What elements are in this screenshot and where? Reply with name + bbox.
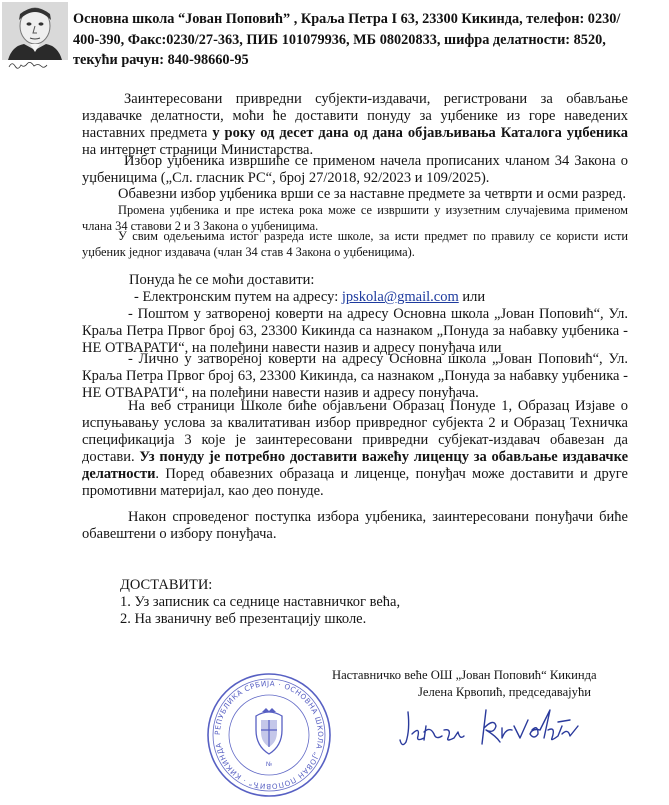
paragraph-same-publisher (82, 229, 628, 260)
school-founder-portrait (2, 2, 68, 60)
official-school-stamp (206, 672, 332, 798)
p1-text: Заинтересовани привредни субјекти-издавачи, регистровани за обављање издавачке делатности, моћи ће доставити понуду за уџбенике из горе наведених наставних предмета (82, 91, 628, 141)
letterhead-line-2: 400-390, Факс:0230/27-363, ПИБ 101079936, МБ 08020833, шифра делатности: 8520, (73, 31, 606, 48)
chairperson-signature (398, 704, 584, 756)
post-text: - Поштом у затвореној коверти на адресу Основна школа „Јован Поповић“, Ул. Краља Петра Првог број 63, 23300 Кикинда са назнаком „Понуда за набавку уџбеника - НЕ ОТВАРАТИ“, на полеђини навести назив и адресу понуђача или (82, 306, 628, 356)
paragraph-notification (82, 509, 628, 543)
personal-text: - Лично у затвореној коверти на адресу Основна школа „Јован Поповић“, Ул. Краља Петра Првог број 63, 23300 Кикинда, са назнаком „Понуда за набавку уџбеника - НЕ ОТВАРАТИ“, на полеђини навести назив и адресу понуђача. (82, 351, 628, 401)
p2-text: Избор уџбеника извршиће се применом начела прописаних чланом 34 Закона о уџбеницима („Сл. гласник РС“, број 27/2018, 92/2023 и 109/2025). (82, 153, 628, 186)
chairperson-name: Јелена Крвопић, председавајући (418, 685, 592, 699)
coat-of-arms-icon (256, 708, 282, 754)
electronic-suffix: или (458, 289, 486, 305)
paragraph-publishers (82, 91, 628, 159)
deliver-item-2: 2. На званичну веб презентацију школе. (120, 611, 367, 627)
deliver-title: ДОСТАВИТИ: (120, 577, 213, 593)
council-name: Наставничко веће ОШ „Јован Поповић“ Кикинда (332, 668, 597, 682)
delivery-personal (82, 351, 628, 402)
p7-text: Након спроведеног поступка избора уџбеника, заинтересовани понуђачи биће обавештени о избору понуђача. (82, 509, 628, 542)
p6-text: На веб страници Школе биће објављени Образац Понуде 1, Образац Изјаве о испуњавању услова за квалитативан избор привредног субјекта 2 и Образац Техничка спецификација 3 које је заинтересовани привредни субјекат-издавач обавезан да достави. (82, 398, 628, 465)
letterhead-line-1: Основна школа “Јован Поповић” , Краља Петра I 63, 23300 Кикинда, телефон: 0230/ (73, 11, 621, 27)
paragraph-mandatory (82, 186, 628, 203)
delivery-post (82, 306, 628, 357)
letterhead-line-3: текући рачун: 840-98660-95 (73, 52, 249, 68)
letterhead (73, 9, 665, 71)
paragraph-forms (82, 398, 628, 500)
p3-text: Обавезни избор уџбеника врши се за наставне предмете за четврти и осми разред. (118, 186, 626, 202)
p6-bold: Уз понуду је потребно доставити важећу лиценцу за обављање издавачке делатности (82, 449, 628, 482)
email-link[interactable]: jpskola@gmail.com (341, 289, 459, 305)
delivery-intro: Понуда ће се моћи доставити: (129, 272, 315, 288)
p4-text: Промена уџбеника и пре истека рока може се извршити у изузетним случајевима применом члана 34 ставови 2 и 3 Закона о уџбеницима. (82, 203, 628, 233)
deliver-item-1: 1. Уз записник са седнице наставничког већа, (120, 594, 401, 610)
paragraph-principles (82, 153, 628, 187)
p5-text: У свим одељењима истог разреда исте школе, за исти предмет по правилу се користи исти уџбеник једног издавача (члан 34 став 4 Закона о уџбеницима). (82, 229, 628, 259)
stamp-text: РЕПУБЛИКА СРБИЈА · ОСНОВНА ШКОЛА „ЈОВАН ПОПОВИЋ“ · КИКИНДА (212, 678, 326, 792)
p6-text-end: . Поред обавезних образаца и лиценце, понуђач може доставити и друге промотивни материјал, као део понуде. (82, 466, 628, 499)
svg-text:№: № (265, 761, 273, 768)
electronic-prefix: - Електронским путем на адресу: (134, 289, 342, 305)
portrait-signature (8, 60, 48, 70)
delivery-electronic (134, 289, 485, 306)
p1-text-end: на интернет страници Министарства. (82, 142, 314, 158)
p1-bold: у року од десет дана од дана објављивања Каталога уџбеника (212, 125, 628, 141)
